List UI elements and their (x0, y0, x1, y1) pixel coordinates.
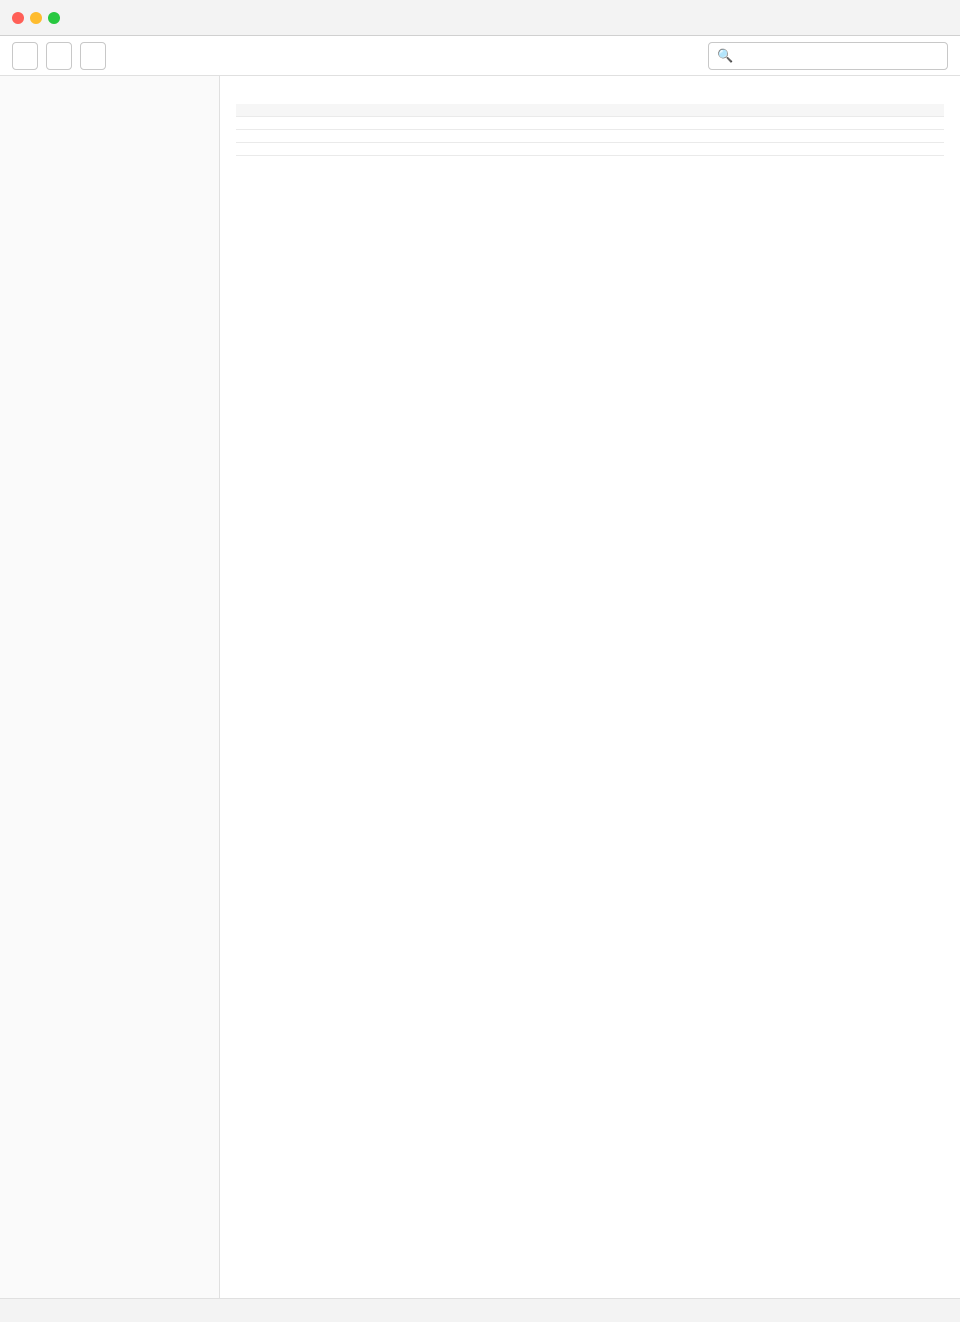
search-box (708, 42, 948, 70)
table-cell (236, 117, 472, 130)
table-cell (236, 130, 472, 143)
table-row[interactable] (236, 143, 944, 156)
search-input[interactable] (739, 48, 939, 63)
sidebar-item-3[interactable] (0, 144, 219, 174)
toolbar-button-2[interactable] (46, 42, 72, 70)
content-area (0, 76, 960, 1298)
status-bar (0, 1298, 960, 1322)
sidebar (0, 76, 220, 1298)
sidebar-item-4[interactable] (0, 174, 219, 204)
table-cell (708, 130, 944, 143)
search-icon: 🔍 (717, 47, 734, 63)
maximize-window-icon[interactable] (48, 12, 60, 24)
toolbar-button-1[interactable] (12, 42, 38, 70)
main-panel (220, 76, 960, 1298)
table-cell (236, 143, 472, 156)
title-bar (0, 0, 960, 36)
window-controls (12, 12, 60, 24)
column-header[interactable] (472, 104, 708, 117)
table-header-row (236, 104, 944, 117)
data-table (236, 104, 944, 156)
table-row[interactable] (236, 117, 944, 130)
sidebar-item-1[interactable] (0, 84, 219, 114)
toolbar-button-3[interactable] (80, 42, 106, 70)
table-cell (708, 117, 944, 130)
toolbar (0, 36, 960, 76)
table-cell (708, 143, 944, 156)
table-cell (472, 117, 708, 130)
sidebar-item-2[interactable] (0, 114, 219, 144)
close-window-icon[interactable] (12, 12, 24, 24)
table-cell (472, 143, 708, 156)
column-header[interactable] (236, 104, 472, 117)
column-header[interactable] (708, 104, 944, 117)
table-row[interactable] (236, 130, 944, 143)
table-cell (472, 130, 708, 143)
minimize-window-icon[interactable] (30, 12, 42, 24)
